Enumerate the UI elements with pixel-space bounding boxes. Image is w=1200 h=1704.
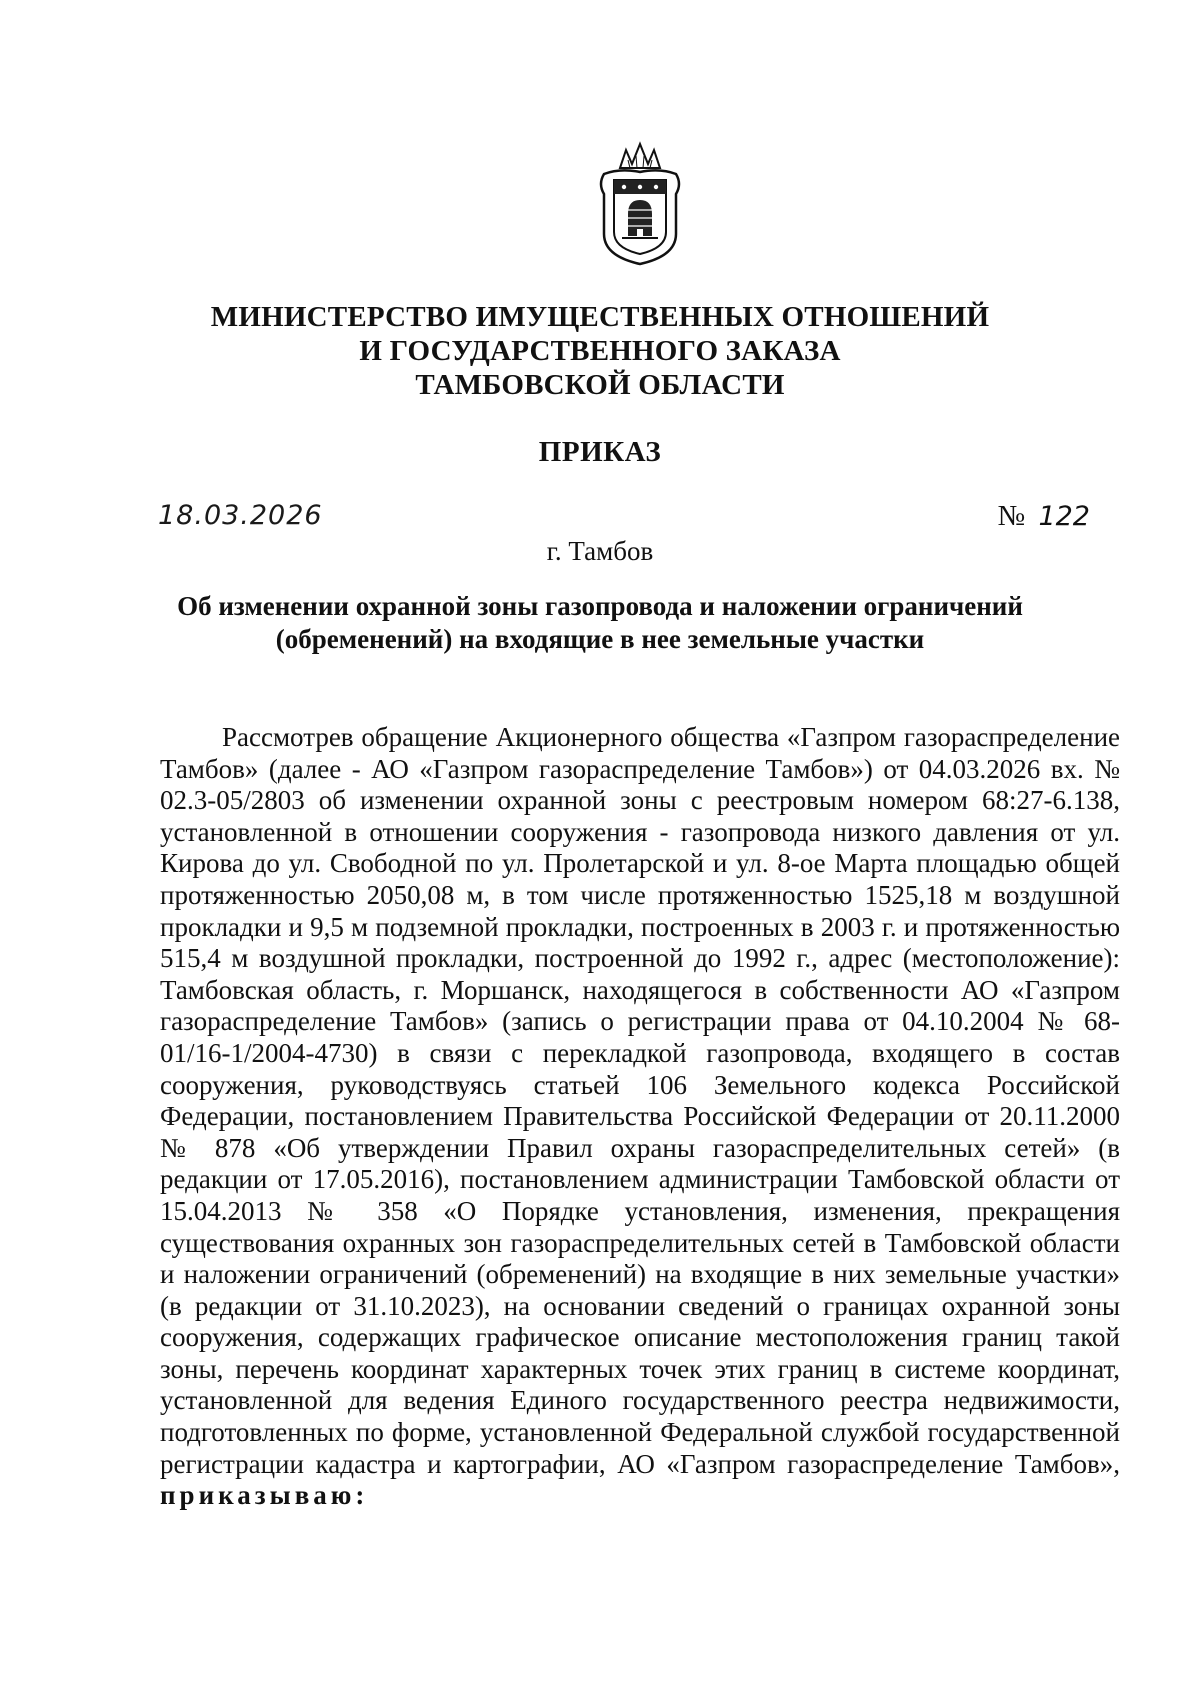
order-word: приказываю: bbox=[160, 1480, 369, 1511]
order-date: 18.03.2026 bbox=[158, 500, 323, 531]
order-number bbox=[998, 500, 1090, 533]
document-type: ПРИКАЗ bbox=[538, 436, 662, 468]
coat-of-arms-icon bbox=[590, 138, 690, 268]
order-body-text: Рассмотрев обращение Акционерного общества «Газпром газораспределение Тамбов» (далее - АО «Газпром газораспределение Тамбов») от 04.03.2026 вх. № 02.3-05/2803 об изменении охранной зоны с реестровым номером 68:27-6.138, установленной в отношении сооружения - газопровода низкого давления от ул. Кирова до ул. Свободной по ул. Пролетарской и ул. 8-ое Марта площадью общей протяженностью 2050,08 м, в том числе протяженностью 1525,18 м воздушной прокладки и 9,5 м подземной прокладки, построенных в 2003 г. и протяженностью 515,4 м воздушной прокладки, построенной до 1992 г., адрес (местоположение): Тамбовская область, г. Моршанск, находящегося в собственности АО «Газпром газораспределение Тамбов» (запись о регистрации права от 04.10.2004 № 68-01/16-1/2004-4730) в связи с перекладкой газопровода, входящего в состав сооружения, руководствуясь статьей 106 Земельного кодекса Российской Федерации, постановлением Правительства Российской Федерации от 20.11.2000 № 878 «Об утверждении Правил охраны газораспределительных сетей» (в редакции от 17.05.2016), постановлением администрации Тамбовской области от 15.04.2013 № 358 «О Порядке установления, изменения, прекращения существования охранных зон газораспределительных сетей в Тамбовской области и наложении ограничений (обременений) на входящие в них земельные участки» (в редакции от 31.10.2023), на основании сведений о границах охранной зоны сооружения, содержащих графическое описание местоположения границ такой зоны, перечень координат характерных точек этих границ в системе координат, установленной для ведения Единого государственного реестра недвижимости, подготовленных по форме, установленной Федеральной службой государственной регистрации кадастра и картографии, АО «Газпром газораспределение Тамбов», bbox=[160, 722, 1120, 1479]
order-body bbox=[160, 722, 1120, 1512]
ministry-header-line3: ТАМБОВСКОЙ ОБЛАСТИ bbox=[415, 369, 785, 401]
ministry-header-line1: МИНИСТЕРСТВО ИМУЩЕСТВЕННЫХ ОТНОШЕНИЙ bbox=[210, 301, 990, 333]
order-city: г. Тамбов bbox=[546, 536, 654, 566]
order-number-label: № bbox=[997, 500, 1026, 532]
order-title-line2: (обременений) на входящие в нее земельные участки bbox=[275, 624, 925, 654]
order-title-line1: Об изменении охранной зоны газопровода и наложении ограничений bbox=[177, 591, 1023, 621]
ministry-header-line2: И ГОСУДАРСТВЕННОГО ЗАКАЗА bbox=[359, 335, 841, 367]
order-title bbox=[160, 590, 1040, 656]
ministry-header bbox=[180, 300, 1020, 402]
order-number-value: 122 bbox=[1038, 501, 1090, 532]
